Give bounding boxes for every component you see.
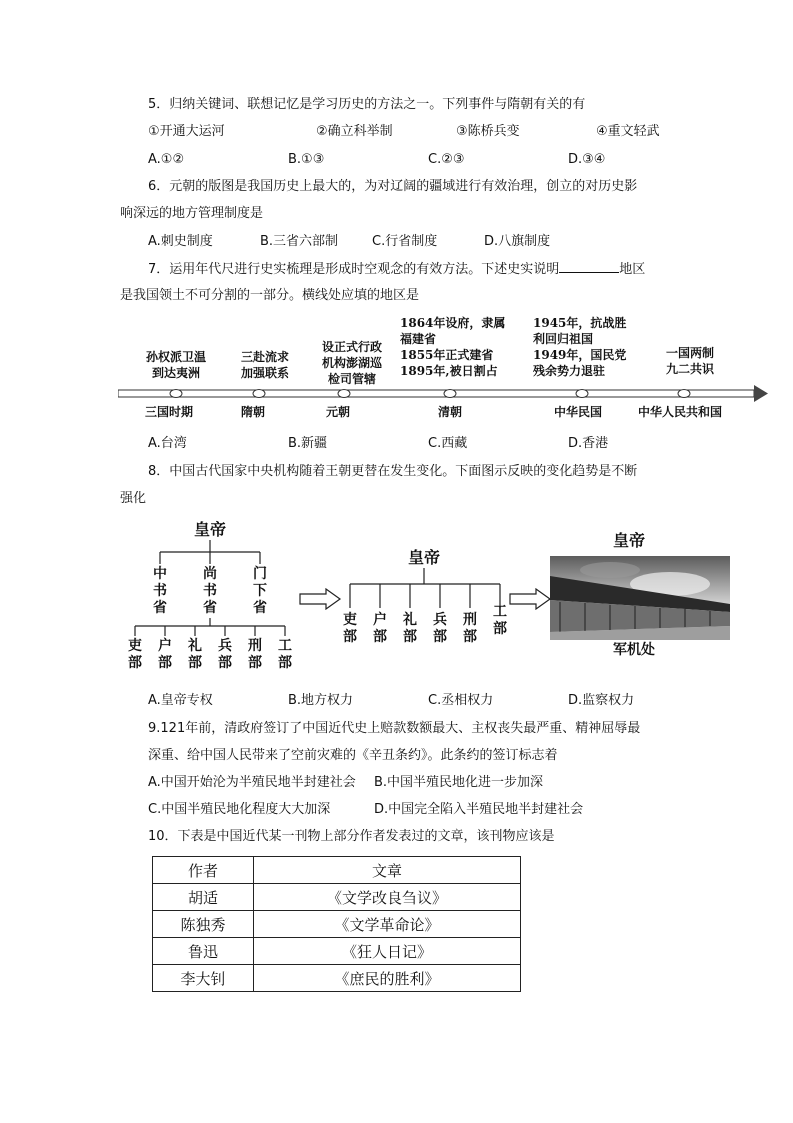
diagram1-menxia: 门下省 <box>253 566 267 616</box>
timeline-era-qing: 清朝 <box>438 405 463 419</box>
q8-option-b: B.地方权力 <box>288 693 354 708</box>
q7-stem-line1 <box>148 260 645 279</box>
timeline-event-minguo: 1945年，抗战胜 利回归祖国 1949年，国民党 残余势力退驻 <box>533 316 627 378</box>
q9-option-d: D.中国完全陷入半殖民地半封建社会 <box>374 802 584 817</box>
diagram1-xingbu: 刑部 <box>248 638 262 671</box>
diagram2-xingbu: 刑部 <box>463 612 477 645</box>
table-cell-author: 鲁迅 <box>153 938 254 965</box>
diagram2-hubu: 户部 <box>373 612 387 645</box>
table-row <box>153 884 521 911</box>
table-cell-author: 陈独秀 <box>153 911 254 938</box>
q5-item-3: ③陈桥兵变 <box>456 124 520 139</box>
diagram1-hubu: 户部 <box>158 638 172 671</box>
diagram2-gongbu: 工部 <box>493 604 507 637</box>
q5-item-1: ①开通大运河 <box>148 124 225 139</box>
table-header-article: 文章 <box>254 857 521 884</box>
q10-stem: 10．下表是中国近代某一刊物上部分作者发表过的文章，该刊物应该是 <box>148 829 555 844</box>
q7-answer-blank <box>559 260 619 273</box>
table-row <box>153 911 521 938</box>
q5-option-d: D.③④ <box>568 152 606 167</box>
q5-item-4: ④重文轻武 <box>596 124 660 139</box>
diagram2-libu-rites: 礼部 <box>403 612 417 645</box>
timeline-node-sui <box>253 390 265 398</box>
q5-option-a: A.①② <box>148 152 185 167</box>
q9-stem-line1: 9.121年前，清政府签订了中国近代史上赔款数额最大、主权丧失最严重、精神屈辱最 <box>148 721 641 736</box>
table-row <box>153 938 521 965</box>
q6-option-b: B.三省六部制 <box>260 234 339 249</box>
q5-option-b: B.①③ <box>288 152 325 167</box>
q7-option-a: A.台湾 <box>148 436 187 451</box>
q7-stem-part1: 7．运用年代尺进行史实梳理是形成时空观念的有效方法。下述史实说明 <box>148 262 560 277</box>
q7-stem-part2: 地区 <box>619 262 646 277</box>
table-cell-article: 《文学改良刍议》 <box>254 884 521 911</box>
q6-option-c: C.行省制度 <box>372 234 438 249</box>
timeline-event-qing: 1864年设府，隶属 福建省 1855年正式建省 1895年,被日割占 <box>400 316 506 378</box>
timeline-era-prc: 中华人民共和国 <box>638 405 723 419</box>
table-row <box>153 965 521 992</box>
diagram2-bingbu: 兵部 <box>433 612 447 645</box>
timeline-node-yuan <box>338 390 350 398</box>
diagram-arrow-1 <box>298 588 342 610</box>
diagram1-zhongshu: 中书省 <box>153 566 167 616</box>
diagram1-libu: 吏部 <box>128 638 142 671</box>
diagram-arrow-2 <box>508 588 552 610</box>
q8-stem-line1: 8．中国古代国家中央机构随着王朝更替在发生变化。下面图示反映的变化趋势是不断 <box>148 464 638 479</box>
q6-option-a: A.刺史制度 <box>148 234 213 249</box>
q9-option-a: A.中国开始沦为半殖民地半封建社会 <box>148 775 356 790</box>
q6-stem-line1: 6．元朝的版图是我国历史上最大的，为对辽阔的疆域进行有效治理，创立的对历史影 <box>148 179 638 194</box>
q8-option-d: D.监察权力 <box>568 693 635 708</box>
timeline-axis <box>118 383 770 405</box>
table-cell-article: 《庶民的胜利》 <box>254 965 521 992</box>
junjichu-label: 军机处 <box>613 642 655 658</box>
diagram3-emperor: 皇帝 <box>612 531 645 550</box>
timeline-node-prc <box>678 390 690 398</box>
timeline-node-sanguo <box>170 390 182 398</box>
diagram1-bingbu: 兵部 <box>218 638 232 671</box>
timeline-node-qing <box>444 390 456 398</box>
q8-option-a: A.皇帝专权 <box>148 693 213 708</box>
timeline-event-sanguo: 孙权派卫温 到达夷洲 <box>145 350 206 380</box>
q9-option-c: C.中国半殖民地化程度大大加深 <box>148 802 331 817</box>
diagram2-libu: 吏部 <box>343 612 357 645</box>
q7-option-d: D.香港 <box>568 436 609 451</box>
q9-option-b: B.中国半殖民地化进一步加深 <box>374 775 544 790</box>
q5-stem: 5．归纳关键词、联想记忆是学习历史的方法之一。下列事件与隋朝有关的有 <box>148 97 586 112</box>
q6-stem-line2: 响深远的地方管理制度是 <box>120 206 264 221</box>
table-cell-author: 李大钊 <box>153 965 254 992</box>
timeline-event-yuan: 设正式行政 机构澎湖巡 检司管辖 <box>321 340 382 386</box>
q8-stem-line2: 强化 <box>120 491 147 506</box>
table-cell-article: 《狂人日记》 <box>254 938 521 965</box>
diagram1-shangshu: 尚书省 <box>203 566 217 616</box>
diagram2-emperor: 皇帝 <box>407 548 440 567</box>
q6-option-d: D.八旗制度 <box>484 234 551 249</box>
timeline-era-minguo: 中华民国 <box>554 405 603 419</box>
timeline-era-sanguo: 三国时期 <box>145 405 194 419</box>
q7-stem-line2: 是我国领土不可分割的一部分。横线处应填的地区是 <box>120 288 420 303</box>
junjichu-photo <box>550 556 730 640</box>
diagram1-libu-rites: 礼部 <box>188 638 202 671</box>
timeline-bar <box>118 390 754 397</box>
timeline-arrowhead <box>754 385 768 402</box>
q10-table <box>152 856 521 992</box>
q9-stem-line2: 深重、给中国人民带来了空前灾难的《辛丑条约》。此条约的签订标志着 <box>148 748 558 763</box>
q5-option-c: C.②③ <box>428 152 465 167</box>
table-cell-author: 胡适 <box>153 884 254 911</box>
diagram1-gongbu: 工部 <box>278 638 292 671</box>
timeline-era-sui: 隋朝 <box>241 405 266 419</box>
q7-option-b: B.新疆 <box>288 436 328 451</box>
table-cell-article: 《文学革命论》 <box>254 911 521 938</box>
timeline-event-prc: 一国两制 九二共识 <box>665 346 714 376</box>
timeline-node-minguo <box>576 390 588 398</box>
q5-item-2: ②确立科举制 <box>316 124 393 139</box>
q7-option-c: C.西藏 <box>428 436 468 451</box>
diagram1-emperor: 皇帝 <box>193 520 226 539</box>
table-header-author: 作者 <box>153 857 254 884</box>
q8-option-c: C.丞相权力 <box>428 693 494 708</box>
timeline-era-yuan: 元朝 <box>326 405 351 419</box>
diagram2-connectors <box>340 568 510 618</box>
table-header-row <box>153 857 521 884</box>
timeline-event-sui: 三赴流求 加强联系 <box>240 350 289 380</box>
